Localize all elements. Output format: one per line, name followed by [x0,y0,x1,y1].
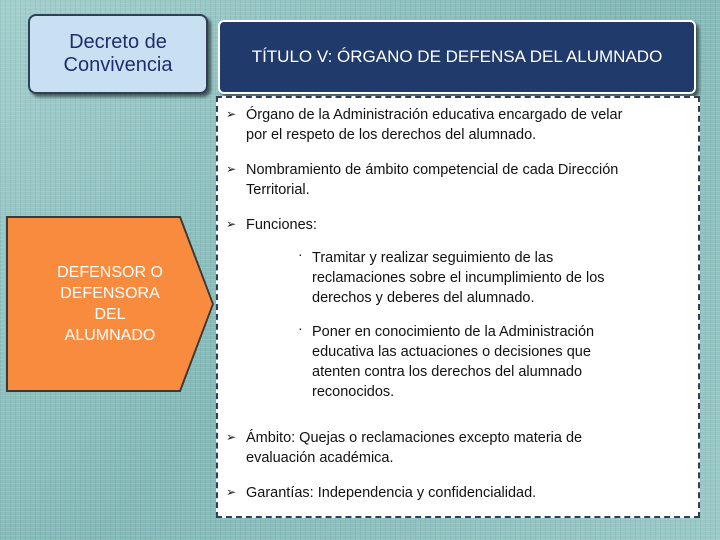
sub-list-item-line: derechos y deberes del alumnado. [312,290,535,306]
bullet-arrow-icon: ➢ [226,107,237,121]
sub-bullet-dot-icon: · [298,246,303,262]
sub-list-item-line: reconocidos. [312,384,395,400]
list-item [246,428,582,468]
list-item [246,160,618,200]
slide-title-line-1: Decreto de [69,31,167,53]
sub-list-item-line: reclamaciones sobre el incumplimiento de los [312,270,605,286]
bullet-arrow-icon: ➢ [226,217,237,231]
sub-list-item-line: Tramitar y realizar seguimiento de las [312,250,554,266]
list-item-line: Nombramiento de ámbito competencial de cada Dirección [246,162,619,178]
list-item-line: Funciones: [246,217,317,233]
list-item-line: por el respeto de los derechos del alumnado. [246,127,537,143]
arrow-label-line: DEFENSOR O [57,264,163,281]
section-header [218,20,696,94]
slide-title-line-2: Convivencia [63,54,173,76]
sub-bullet-dot-icon: · [298,320,303,336]
list-item-line: evaluación académica. [246,450,394,466]
list-item [246,105,622,145]
slide-title-box [28,14,208,94]
bullet-arrow-icon: ➢ [226,430,237,444]
arrow-label [40,262,180,346]
sub-list-item [312,248,605,308]
list-item-line: Garantías: Independencia y confidencialidad. [246,485,537,501]
list-item [246,483,536,503]
sub-list-item-line: Poner en conocimiento de la Administración [312,324,595,340]
arrow-label-line: DEFENSORA [60,285,160,302]
sub-list-item [312,322,594,402]
list-item-line: Territorial. [246,182,310,198]
arrow-label-line: DEL [94,306,126,323]
arrow-label-line: ALUMNADO [64,327,156,344]
sub-list-item-line: atenten contra los derechos del alumnado [312,364,583,380]
sub-list-item-line: educativa las actuaciones o decisiones que [312,344,591,360]
bullet-arrow-icon: ➢ [226,162,237,176]
bullet-arrow-icon: ➢ [226,485,237,499]
list-item-line: Ámbito: Quejas o reclamaciones excepto materia de [246,430,583,446]
section-header-text: TÍTULO V: ÓRGANO DE DEFENSA DEL ALUMNADO [251,47,663,66]
list-item-line: Órgano de la Administración educativa encargado de velar [246,107,623,123]
list-item [246,215,317,235]
